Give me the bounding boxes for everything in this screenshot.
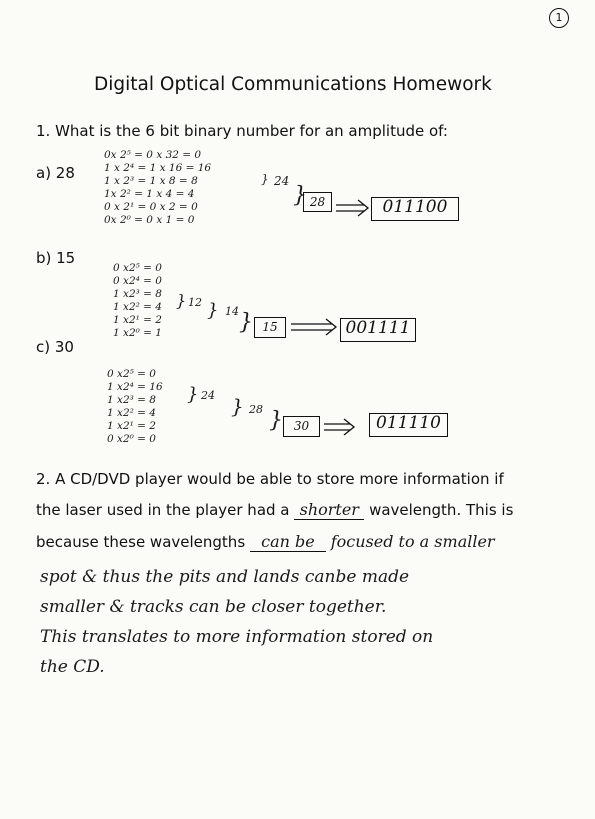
work-line: 0 x2⁰ = 0: [107, 433, 156, 445]
work-line: 1 x2⁴ = 16: [107, 381, 163, 393]
part-b-subtotal-2: 14: [225, 305, 239, 318]
arrow-icon: [324, 419, 354, 435]
work-line: 1 x 2³ = 1 x 8 = 8: [104, 175, 198, 187]
part-a-binary-answer: 011100: [371, 197, 459, 221]
part-c-total-box: 30: [283, 416, 320, 437]
work-line: 0 x2⁵ = 0: [107, 368, 156, 380]
arrow-icon: [336, 200, 368, 216]
page-title: Digital Optical Communications Homework: [94, 74, 492, 95]
answer-line: smaller & tracks can be closer together.: [40, 597, 387, 617]
question-2-line-2: [36, 500, 513, 520]
work-line: 1 x2² = 4: [113, 301, 162, 313]
question-1-prompt: 1. What is the 6 bit binary number for an amplitude of:: [36, 122, 448, 140]
part-b-binary-answer: 001111: [340, 318, 416, 342]
work-line: 1 x 2⁴ = 1 x 16 = 16: [104, 162, 212, 174]
part-b-label: b) 15: [36, 249, 76, 267]
work-line: 0 x 2¹ = 0 x 2 = 0: [104, 201, 198, 213]
question-2-line-3-start: because these wavelengths: [36, 533, 246, 551]
answer-continuation: focused to a smaller: [330, 532, 495, 551]
work-line: 1x 2² = 1 x 4 = 4: [104, 188, 195, 200]
part-b-brace-3: }: [239, 310, 253, 335]
part-b-total-box: 15: [254, 317, 286, 338]
part-c-label: c) 30: [36, 338, 74, 356]
part-a-label: a) 28: [36, 164, 75, 182]
part-b-subtotal-1: 12: [188, 296, 202, 309]
part-b-brace-1: }: [176, 291, 187, 310]
work-line: 0 x2⁴ = 0: [113, 275, 162, 287]
part-c-brace-2: }: [231, 394, 244, 418]
work-line: 0 x2⁵ = 0: [113, 262, 162, 274]
work-line: 1 x2¹ = 2: [107, 420, 156, 432]
part-c-brace-3: }: [269, 408, 283, 433]
question-2-line-2-start: the laser used in the player had a: [36, 501, 290, 519]
part-b-brace-2: }: [207, 300, 219, 321]
handwritten-answer: [40, 562, 433, 682]
page-number: 1: [549, 8, 569, 28]
work-line: 1 x2³ = 8: [107, 394, 156, 406]
work-line: 1 x2² = 4: [107, 407, 156, 419]
part-a-subtotal: 24: [274, 174, 290, 188]
shorter-answer-blank: shorter: [294, 500, 364, 520]
part-a-total-box: 28: [303, 192, 332, 212]
work-line: 1 x2⁰ = 1: [113, 327, 162, 339]
work-line: 0x 2⁰ = 0 x 1 = 0: [104, 214, 195, 226]
question-2-line-1: 2. A CD/DVD player would be able to store more information if: [36, 470, 504, 488]
arrow-icon: [291, 319, 336, 335]
answer-line: spot & thus the pits and lands canbe made: [40, 567, 410, 587]
part-c-subtotal-2: 28: [249, 403, 263, 416]
focus-answer-blank: can be: [250, 532, 326, 552]
answer-line: This translates to more information stored on: [40, 627, 434, 647]
part-c-subtotal-1: 24: [201, 389, 215, 402]
part-c-binary-answer: 011110: [369, 413, 448, 437]
question-2-line-3: [36, 532, 495, 552]
part-a-brace-2: }: [293, 183, 307, 208]
work-line: 0x 2⁵ = 0 x 32 = 0: [104, 149, 202, 161]
part-c-brace-1: }: [187, 384, 199, 405]
question-2-line-2-end: wavelength. This is: [369, 501, 514, 519]
work-line: 1 x2³ = 8: [113, 288, 162, 300]
work-line: 1 x2¹ = 2: [113, 314, 162, 326]
answer-line: the CD.: [40, 657, 105, 677]
part-a-brace-1: }: [261, 172, 269, 186]
